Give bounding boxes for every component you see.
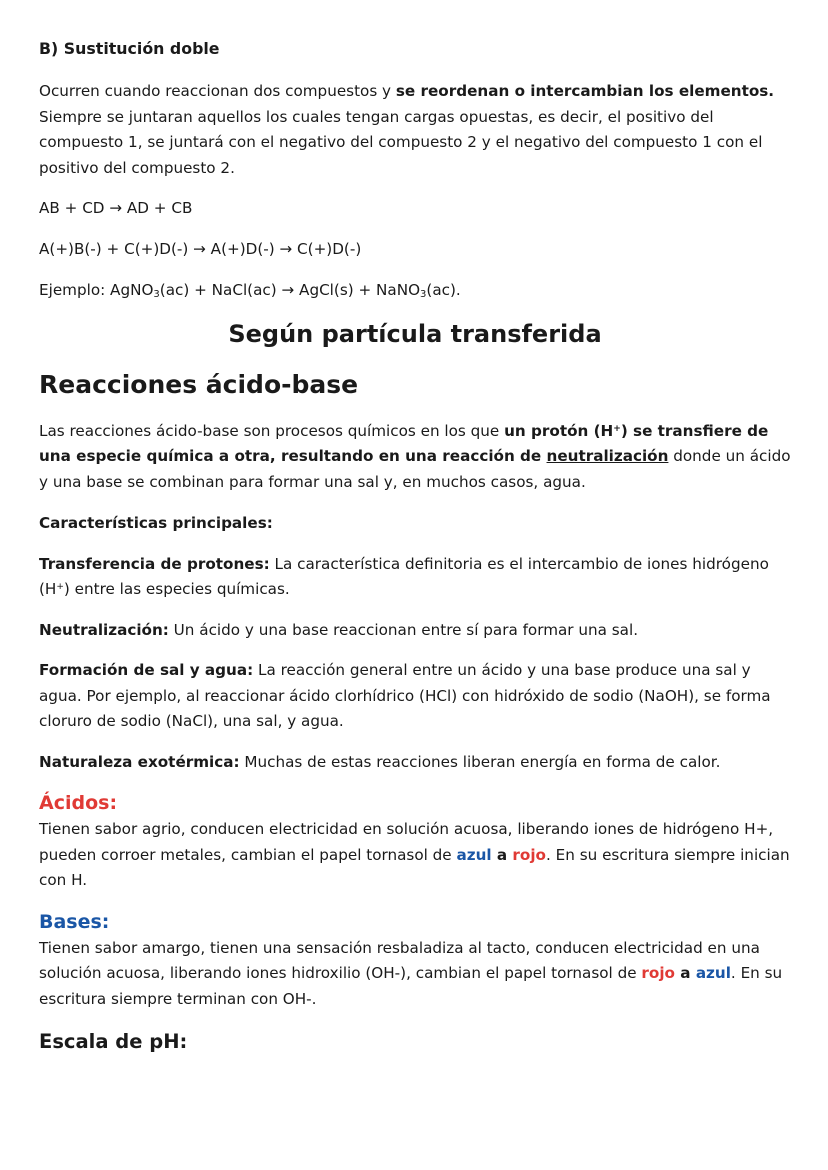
heading-caracteristicas: Características principales: bbox=[39, 514, 273, 532]
text-run: . En su escritura siempre inician con H. bbox=[39, 845, 790, 889]
paragraph-sustitucion-doble bbox=[39, 79, 791, 181]
paragraph-exotermica bbox=[39, 750, 791, 776]
heading-bases: Bases: bbox=[39, 910, 110, 933]
word-rojo: rojo bbox=[512, 845, 546, 864]
text-run: La característica definitoria es el intercambio de iones hidrógeno (H bbox=[39, 554, 769, 598]
heading-sustitucion-doble: B) Sustitución doble bbox=[39, 39, 220, 58]
term-label: Formación de sal y agua: bbox=[39, 661, 254, 679]
word-a: a bbox=[491, 845, 513, 864]
example-line bbox=[39, 278, 791, 304]
text-run: La reacción general entre un ácido y una base produce una sal y agua. Por ejemplo, al reaccionar ácido clorhídrico (HCl) con hidróxido de sodio (NaOH), se forma cloruro de sodio (NaCl), una sal, y agua. bbox=[39, 661, 771, 730]
underlined-term: neutralización bbox=[546, 447, 669, 465]
formula-general: AB + CD → AD + CB bbox=[39, 199, 193, 217]
formula-cargas: A(+)B(-) + C(+)D(-) → A(+)D(-) → C(+)D(-) bbox=[39, 239, 362, 258]
text-run: Un ácido y una base reaccionan entre sí para formar una sal. bbox=[168, 620, 639, 639]
paragraph-neutralizacion bbox=[39, 618, 791, 644]
heading-acido-base: Reacciones ácido-base bbox=[39, 369, 359, 399]
text-run: Tienen sabor agrio, conducen electricidad en solución acuosa, liberando iones de hidrógeno H+, pueden corroer metales, cambian el papel tornasol de bbox=[39, 820, 774, 864]
section-title: Según partícula transferida bbox=[228, 319, 602, 348]
term-label: Transferencia de protones: bbox=[39, 554, 270, 573]
subscript: 3 bbox=[420, 289, 427, 300]
paragraph-acidos bbox=[39, 817, 791, 894]
text-run: (ac). bbox=[426, 281, 461, 299]
term-label: Naturaleza exotérmica: bbox=[39, 752, 240, 771]
word-a: a bbox=[674, 964, 696, 982]
paragraph-bases bbox=[39, 936, 791, 1013]
word-azul: azul bbox=[695, 964, 731, 982]
text-run: (ac) + NaCl(ac) → AgCl(s) + NaNO bbox=[159, 281, 421, 299]
text-run: un protón (H bbox=[504, 421, 614, 440]
text-run: Tienen sabor amargo, tienen una sensación resbaladiza al tacto, conducen electricidad en una solución acuosa, liberando iones hidroxilio (OH-), cambian el papel tornasol de bbox=[39, 938, 760, 982]
heading-acidos: Ácidos: bbox=[39, 792, 118, 814]
paragraph-intro bbox=[39, 419, 791, 496]
text-run: Las reacciones ácido-base son procesos químicos en los que bbox=[39, 421, 505, 440]
text-run-bold: se reordenan o intercambian los elementos. bbox=[395, 82, 775, 100]
text-run: ) entre las especies químicas. bbox=[63, 580, 290, 598]
subscript: 3 bbox=[153, 289, 160, 300]
text-run: . En su escritura siempre terminan con OH-. bbox=[39, 964, 783, 1008]
superscript: + bbox=[613, 423, 621, 434]
paragraph-sal-agua bbox=[39, 658, 791, 735]
paragraph-transferencia bbox=[39, 552, 791, 603]
text-run: Muchas de estas reacciones liberan energía en forma de calor. bbox=[239, 752, 721, 771]
text-run: Ocurren cuando reaccionan dos compuestos y bbox=[39, 82, 396, 100]
heading-escala-ph: Escala de pH: bbox=[39, 1030, 188, 1053]
text-run: donde un ácido y una base se combinan para formar una sal y, en muchos casos, agua. bbox=[39, 447, 791, 491]
document-page bbox=[39, 36, 791, 1056]
text-run: Ejemplo: AgNO bbox=[39, 281, 154, 299]
text-run: Siempre se juntaran aquellos los cuales tengan cargas opuestas, es decir, el positivo del compuesto 1, se juntará con el negativo del compuesto 2 y el negativo del compuesto 1 con el positivo del compuesto 2. bbox=[39, 107, 763, 177]
text-run: ) se transfiere de una especie química a otra, resultando en una reacción de bbox=[39, 421, 769, 465]
word-rojo: rojo bbox=[641, 964, 675, 982]
superscript: + bbox=[56, 582, 64, 592]
term-label: Neutralización: bbox=[39, 620, 169, 639]
word-azul: azul bbox=[456, 845, 492, 864]
